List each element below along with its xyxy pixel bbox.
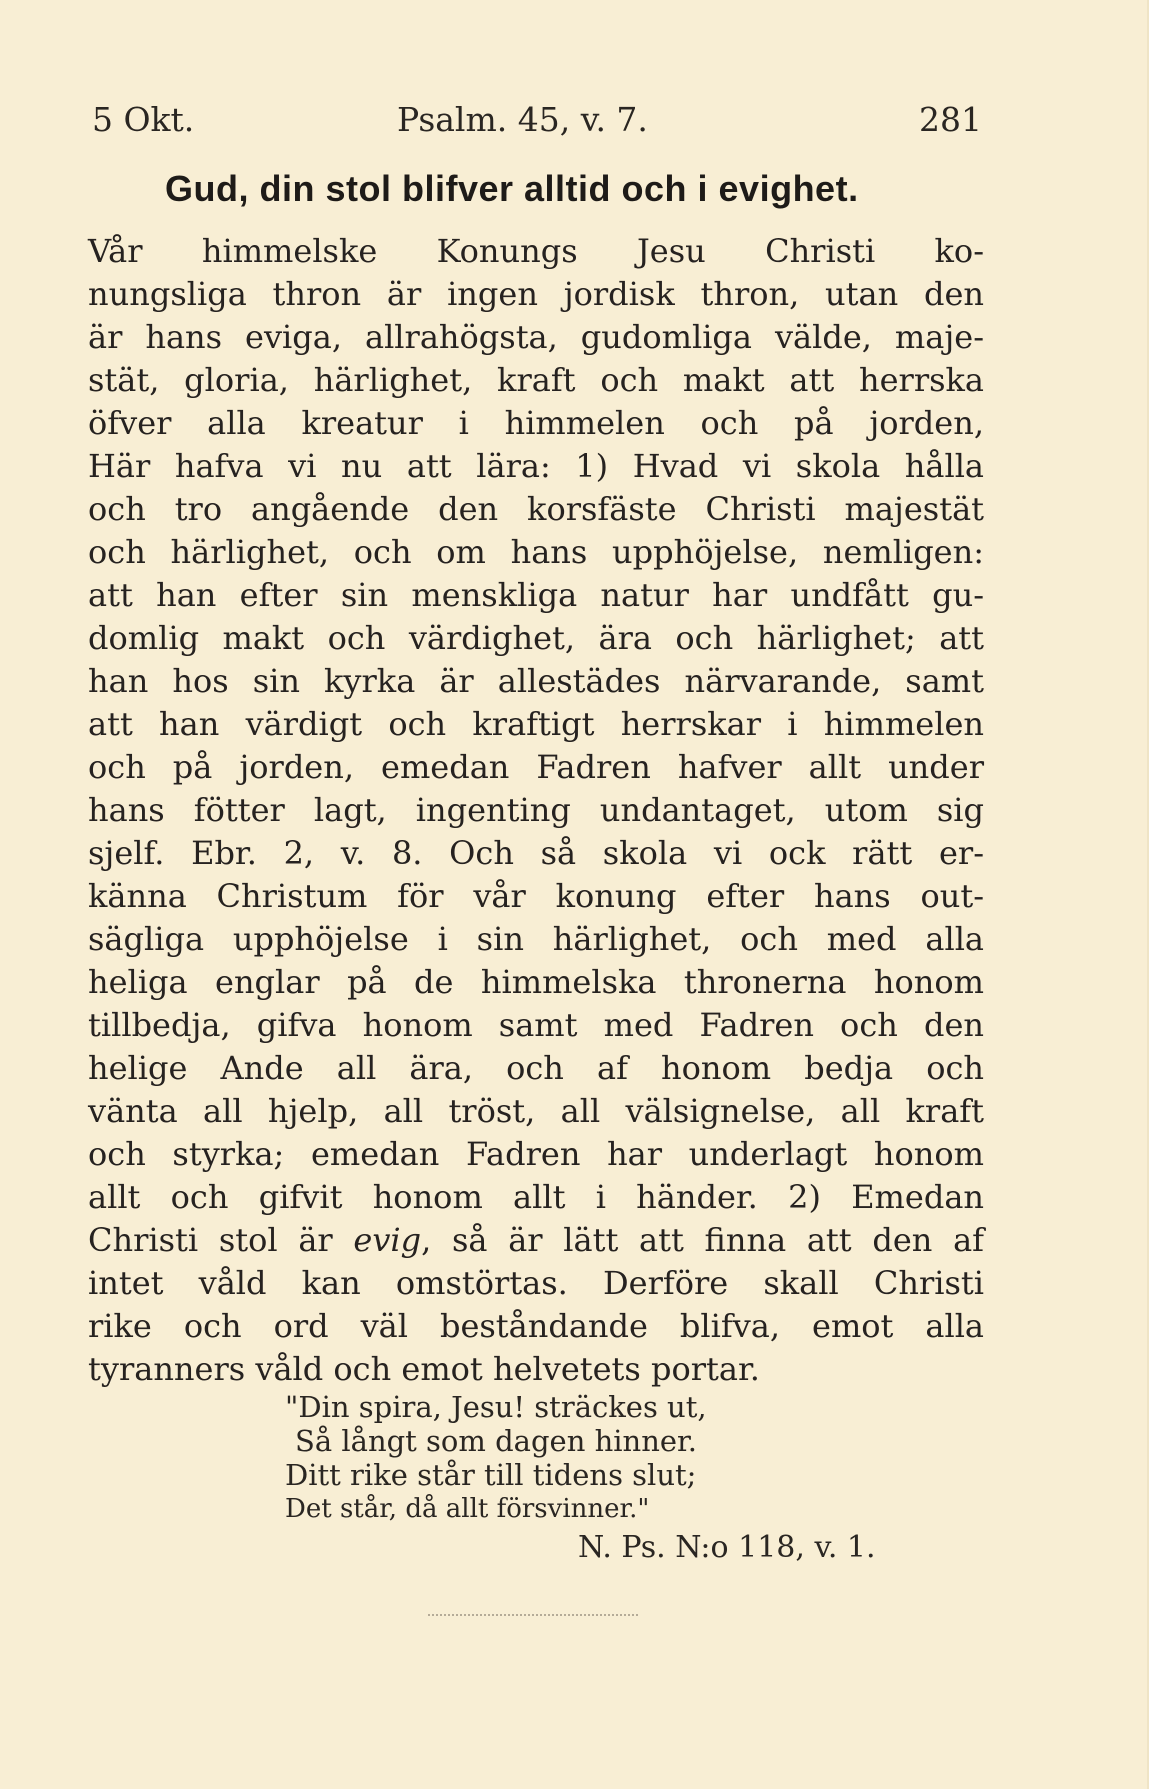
devotion-heading: Gud, din stol blifver alltid och i evighet. (165, 168, 859, 209)
verse-line: Ditt rike står till tidens slut; (285, 1458, 697, 1492)
header-scripture-reference: Psalm. 45, v. 7. (397, 100, 648, 139)
body-line: allt och gifvit honom allt i händer. 2) Emedan (88, 1178, 984, 1216)
page-number: 281 (919, 100, 982, 139)
body-line: intet våld kan omstörtas. Derföre skall Christi (88, 1264, 984, 1302)
body-line: och styrka; emedan Fadren har underlagt honom (88, 1135, 984, 1173)
body-line: stät, gloria, härlighet, kraft och makt att herrska (88, 361, 984, 399)
body-line: helige Ande all ära, och af honom bedja och (88, 1049, 984, 1087)
body-line: sägliga upphöjelse i sin härlighet, och med alla (88, 920, 984, 958)
page-divider (428, 1614, 638, 1622)
body-line-with-emphasis (88, 1219, 984, 1262)
body-line: att han värdigt och kraftigt herrskar i himmelen (88, 705, 984, 743)
body-line: tillbedja, gifva honom samt med Fadren och den (88, 1006, 984, 1044)
page-header (92, 100, 982, 150)
body-line: rike och ord väl beståndande blifva, emot alla (88, 1307, 984, 1345)
verse-line: "Din spira, Jesu! sträckes ut, (285, 1390, 707, 1424)
body-line: och på jorden, emedan Fadren hafver allt under (88, 748, 984, 786)
body-line: sjelf. Ebr. 2, v. 8. Och så skola vi ock rätt er- (88, 834, 984, 872)
verse-line: Det står, då allt försvinner." (285, 1494, 650, 1524)
body-line: Vår himmelske Konungs Jesu Christi ko- (88, 232, 984, 270)
emphasized-word: evig (353, 1221, 422, 1259)
verse-line: Så långt som dagen hinner. (295, 1424, 697, 1458)
hymn-source: N. Ps. N:o 118, v. 1. (578, 1530, 876, 1565)
body-line: nungsliga thron är ingen jordisk thron, utan den (88, 275, 984, 313)
body-line: domlig makt och värdighet, ära och härlighet; att (88, 619, 984, 657)
body-line: öfver alla kreatur i himmelen och på jorden, (88, 404, 984, 442)
body-line: att han efter sin menskliga natur har undfått gu- (88, 576, 984, 614)
body-line: heliga englar på de himmelska thronerna honom (88, 963, 984, 1001)
body-line: och härlighet, och om hans upphöjelse, nemligen: (88, 533, 984, 571)
body-line: tyranners våld och emot helvetets portar. (88, 1350, 760, 1388)
body-line: han hos sin kyrka är allestädes närvarande, samt (88, 662, 984, 700)
line-text: , så är lätt att finna att den af (421, 1221, 985, 1259)
hymn-verse (285, 1390, 707, 1526)
line-text: Christi stol är (88, 1221, 354, 1259)
body-line: Här hafva vi nu att lära: 1) Hvad vi skola hålla (88, 447, 984, 485)
body-line: är hans eviga, allrahögsta, gudomliga välde, maje- (88, 318, 984, 356)
body-line: och tro angående den korsfäste Christi majestät (88, 490, 984, 528)
body-line: hans fötter lagt, ingenting undantaget, utom sig (88, 791, 984, 829)
header-date: 5 Okt. (92, 100, 195, 139)
body-line: känna Christum för vår konung efter hans out- (88, 877, 984, 915)
body-line: vänta all hjelp, all tröst, all välsignelse, all kraft (88, 1092, 984, 1130)
devotion-body (88, 230, 984, 1391)
